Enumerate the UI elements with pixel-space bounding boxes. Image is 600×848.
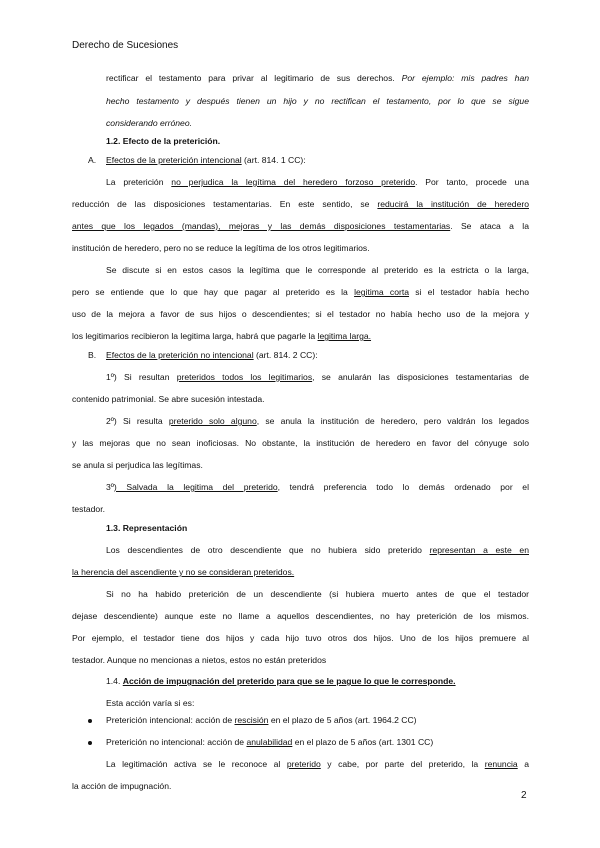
section-1-4-heading — [106, 675, 456, 687]
p13a-line-1 — [106, 544, 529, 556]
pB3-underlined: ) Salvada la legitima del preterido — [113, 482, 278, 492]
pA2-text: los legitimarios recibieron la legitima larga, habrá que pagarle la — [72, 331, 318, 341]
pA1-line-3 — [72, 220, 529, 232]
subsection-a-title: Efectos de la preterición intencional — [106, 155, 242, 165]
pA2-line-3: uso de la mejora a favor de sus hijos o descendientes; si el testador no había hecho uso de la mejora y — [72, 309, 529, 319]
pB2-text: 2º) Si resulta — [106, 416, 169, 426]
pA1-text: La preterición — [106, 177, 172, 187]
section-1-2-heading: 1.2. Efecto de la preterición. — [106, 136, 221, 146]
bullet-dot — [88, 741, 92, 745]
p14-intro: Esta acción varía si es: — [106, 698, 195, 708]
pB3-text: 3º — [106, 482, 114, 492]
pA2-underlined: legitima larga. — [317, 331, 372, 341]
pB1-text: , se anularán las disposiciones testamentarias de — [312, 372, 529, 382]
p14b-text: La legitimación activa se le reconoce al — [106, 759, 287, 769]
pA1-text: . Por tanto, procede una — [415, 177, 529, 187]
subsection-a-heading — [106, 154, 306, 166]
pA1-line-1 — [106, 176, 529, 188]
bullet-underlined: anulabilidad — [246, 737, 293, 747]
pB3-line-1 — [106, 481, 529, 493]
pB2-line-3: se anula si perjudica las legítimas. — [72, 460, 203, 470]
intro-line-1 — [106, 72, 529, 84]
p13a-text: Los descendientes de otro descendiente que no hubiera sido preterido — [106, 545, 430, 555]
pB1-text: 1º) Si resultan — [106, 372, 177, 382]
intro-line-3: considerando erróneo. — [106, 118, 192, 128]
pA1-underlined: no perjudica la legítima del heredero forzoso preterido — [171, 177, 416, 187]
pA1-line-4: institución de heredero, pero no se reduce la legítima de los otros legitimarios. — [72, 243, 370, 253]
pB1-line-1 — [106, 371, 529, 383]
subsection-a-letter: A. — [88, 155, 97, 165]
pB3-line-2: testador. — [72, 504, 105, 514]
pA1-underlined: antes que los legados (mandas), mejoras y las demás disposiciones testamentarias — [72, 221, 451, 231]
pA1-line-2 — [72, 198, 529, 210]
p13b-line-2: dejase descendiente) aunque este no llame a aquellos descendientes, no hay preterición de los mismos. — [72, 611, 529, 621]
pB2-line-2: y las mejoras que no sean inoficiosas. No obstante, la institución de heredero en favor del cónyuge solo — [72, 438, 529, 448]
bullet-text: Preterición no intencional: acción de — [106, 737, 247, 747]
pA1-underlined: reducirá la institución de heredero — [377, 199, 529, 209]
pA2-line-1: Se discute si en estos casos la legítima que le corresponde al preterido es la estricta o la larga, — [106, 265, 529, 275]
bullet-item-2 — [106, 736, 433, 748]
pA2-line-4 — [72, 330, 371, 342]
p14b-line-1 — [106, 758, 529, 770]
section-1-3-heading: 1.3. Representación — [106, 523, 188, 533]
p13b-line-4: testador. Aunque no mencionas a nietos, estos no están preteridos — [72, 655, 327, 665]
p14b-text: a — [517, 759, 530, 769]
intro-text: rectificar el testamento para privar al legitimario de sus derechos. — [106, 73, 402, 83]
pB1-line-2: contenido patrimonial. Se abre sucesión intestada. — [72, 394, 265, 404]
bullet-text: en el plazo de 5 años (art. 1964.2 CC) — [268, 715, 417, 725]
p14b-underlined: preterido — [286, 759, 321, 769]
p13b-line-1: Si no ha habido preterición de un descendiente (si hubiera muerto antes de que el testador — [106, 589, 529, 599]
pB2-underlined: preterido solo alguno — [168, 416, 257, 426]
pB2-line-1 — [106, 415, 529, 427]
p13b-line-3: Por ejemplo, el testador tiene dos hijos y cada hijo tuvo otros dos hijos. Uno de los hijos premuere al — [72, 633, 529, 643]
pA2-text: pero se entiende que lo que hay que pagar al preterido es la — [72, 287, 355, 297]
bullet-dot — [88, 719, 92, 723]
p13a-line-2: la herencia del ascendiente y no se consideran preteridos. — [72, 567, 295, 577]
subsection-b-heading — [106, 349, 318, 361]
p14b-text: y cabe, por parte del preterido, la — [320, 759, 485, 769]
bullet-item-1 — [106, 714, 417, 726]
p14b-underlined: renuncia — [484, 759, 518, 769]
bullet-text: en el plazo de 5 años (art. 1301 CC) — [292, 737, 434, 747]
running-header: Derecho de Sucesiones — [72, 40, 179, 51]
intro-example-start: Por ejemplo: mis padres han — [401, 73, 529, 83]
subsection-a-ref: (art. 814. 1 CC): — [241, 155, 306, 165]
intro-line-2: hecho testamento y después tienen un hijo y no rectifican el testamento, por lo que se sigue — [106, 96, 529, 106]
pB1-underlined: preteridos todos los legitimarios — [176, 372, 313, 382]
subsection-b-letter: B. — [88, 350, 97, 360]
p13a-underlined: representan a este en — [429, 545, 529, 555]
pB2-text: , se anula la institución de heredero, pero valdrán los legados — [256, 416, 529, 426]
section-1-4-title: Acción de impugnación del preterido para que se le pague lo que le corresponde. — [122, 676, 456, 686]
subsection-b-ref: (art. 814. 2 CC): — [253, 350, 318, 360]
pA2-text: si el testador había hecho — [409, 287, 529, 297]
p14b-line-2: la acción de impugnación. — [72, 781, 172, 791]
pB3-text: , tendrá preferencia todo lo demás ordenado por el — [277, 482, 529, 492]
section-1-4-number: 1.4. — [106, 676, 123, 686]
pA2-underlined: legitima corta — [354, 287, 410, 297]
subsection-b-title: Efectos de la preterición no intencional — [106, 350, 254, 360]
bullet-text: Preterición intencional: acción de — [106, 715, 235, 725]
pA1-text: . Se ataca a la — [450, 221, 529, 231]
pA1-text: reducción de las disposiciones testamentarias. En este sentido, se — [72, 199, 378, 209]
bullet-underlined: rescisión — [234, 715, 269, 725]
page-number: 2 — [521, 790, 527, 801]
pA2-line-2 — [72, 286, 529, 298]
